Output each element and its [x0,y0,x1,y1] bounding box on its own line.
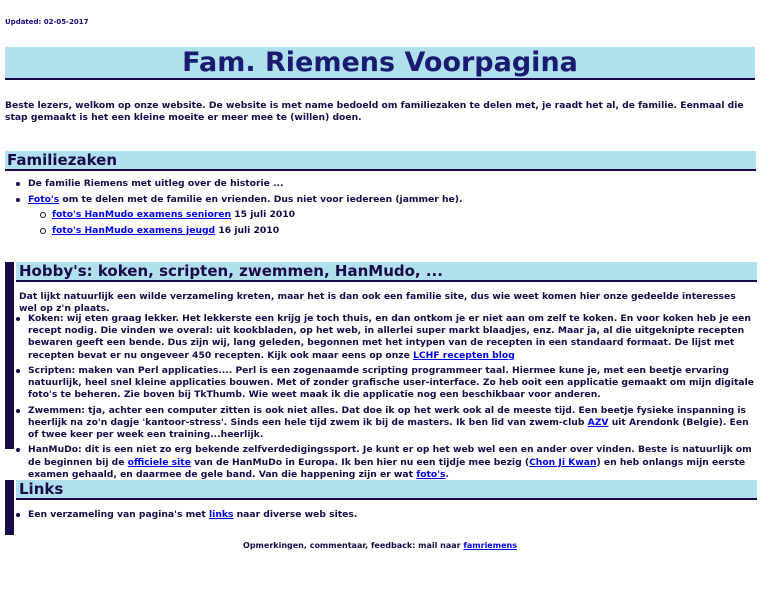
hobbys-list [28,313,755,481]
section-heading-hobbys: Hobby's: koken, scripten, zwemmen, HanMudo, ... [16,262,757,282]
fotos-senioren-link[interactable]: foto's HanMudo examens senioren [52,209,232,221]
updated-date: Updated: 02-05-2017 [5,18,89,26]
intro-text: Beste lezers, welkom op onze website. De website is met name bedoeld om familiezaken te delen met, je raadt het al, de familie. Eenmaal die stap gemaakt is het een kleine moeite er meer mee te (willen) doen. [5,100,744,124]
section-sidebar-bar [5,262,14,449]
lchf-blog-link[interactable]: LCHF recepten blog [413,349,515,361]
list-item: De familie Riemens met uitleg over de historie ... [28,178,748,190]
azv-link[interactable]: AZV [587,416,609,428]
list-item: Een verzameling van pagina's met links naar diverse web sites. [28,509,728,521]
hanmudo-fotos-link[interactable]: foto's [416,468,446,480]
links-page-link[interactable]: links [209,509,234,520]
section-heading-links: Links [16,480,757,500]
links-list [28,509,728,521]
fotos-link[interactable]: Foto's [28,194,60,206]
mail-link[interactable]: famriemens [463,541,517,550]
footer: Opmerkingen, commentaar, feedback: mail naar famriemens [243,541,517,550]
hobbys-intro: Dat lijkt natuurlijk een wilde verzameling kreten, maar het is dan ook een familie site, dus wie weet komen hier onze gedeelde interesses wel op z'n plaats. [19,291,736,315]
family-name: Riemens [83,178,128,189]
list-item: Foto's om te delen met de familie en vrienden. Dus niet voor iedereen (jammer he). [28,194,748,206]
officiele-site-link[interactable]: officiele site [127,456,191,468]
section-heading-familiezaken: Familiezaken [5,151,756,171]
list-item-scripten: Scripten: maken van Perl applicaties.... Perl is een zogenaamde scripting programmeer taal. Hiermee kune je, met een beetje ervaring natuurlijk, heel snel kleine applicaties bouwen. Met of zonder grafische user-interface. Zo heb ooit een applicatie gemaakt om mijn digitale foto's te beheren. Zie boven bij TkThumb. Wie weet maak ik die applicatie nog een beschikbaar voor anderen. [28,364,755,401]
chon-ji-kwan-link[interactable]: Chon Ji Kwan [529,456,597,468]
list-item: foto's HanMudo examens jeugd 16 juli 2010 [52,225,748,237]
page-title: Fam. Riemens Voorpagina [5,47,755,80]
fotos-jeugd-link[interactable]: foto's HanMudo examens jeugd [52,224,216,236]
list-item-hanmudo: HanMuDo: dit is een niet zo erg bekende zelfverdedigingssport. Je kunt er op het web wel een en ander over vinden. Beste is natuurlijk om de beginnen bij de officiele site van de HanMuDo in Europa. Ik ben hier nu een tijdje mee bezig (Chon Ji Kwan) en heb onlangs mijn eerste examen gehaald, en daarmee de gele band. Van die happening zijn er wat foto's. [28,444,755,481]
familie-list [28,178,748,237]
list-item-zwemmen: Zwemmen: tja, achter een computer zitten is ook niet alles. Dat doe ik op het werk ook al de meeste tijd. Een beetje fysieke inspanning is heerlijk na zo'n dagje 'kantoor-stress'. Sinds een hele tijd zwem ik bij de masters. Ik ben lid van zwem-club AZV uit Arendonk (Belgie). Een of twee keer per week een training...heerlijk. [28,405,755,442]
list-item-koken: Koken: wij eten graag lekker. Het lekkerste een krijg je toch thuis, en dan ontkom je er niet aan om zelf te koken. En voor koken heb je een recept nodig. Die vinden we overal: uit kookbladen, op het web, in allerlei super markt blaadjes, enz. Maar ja, al die uitgeknipte recepten bewaren geeft een bende. Dus zijn wij, lang geleden, begonnen met het intypen van de recepten in een standaard formaat. De lijst met recepten bevat er nu ongeveer 450 recepten. Kijk ook maar eens op onze LCHF recepten blog [28,313,755,362]
section-sidebar-bar [5,480,14,535]
list-item: foto's HanMudo examens senioren 15 juli 2010 [52,209,748,221]
